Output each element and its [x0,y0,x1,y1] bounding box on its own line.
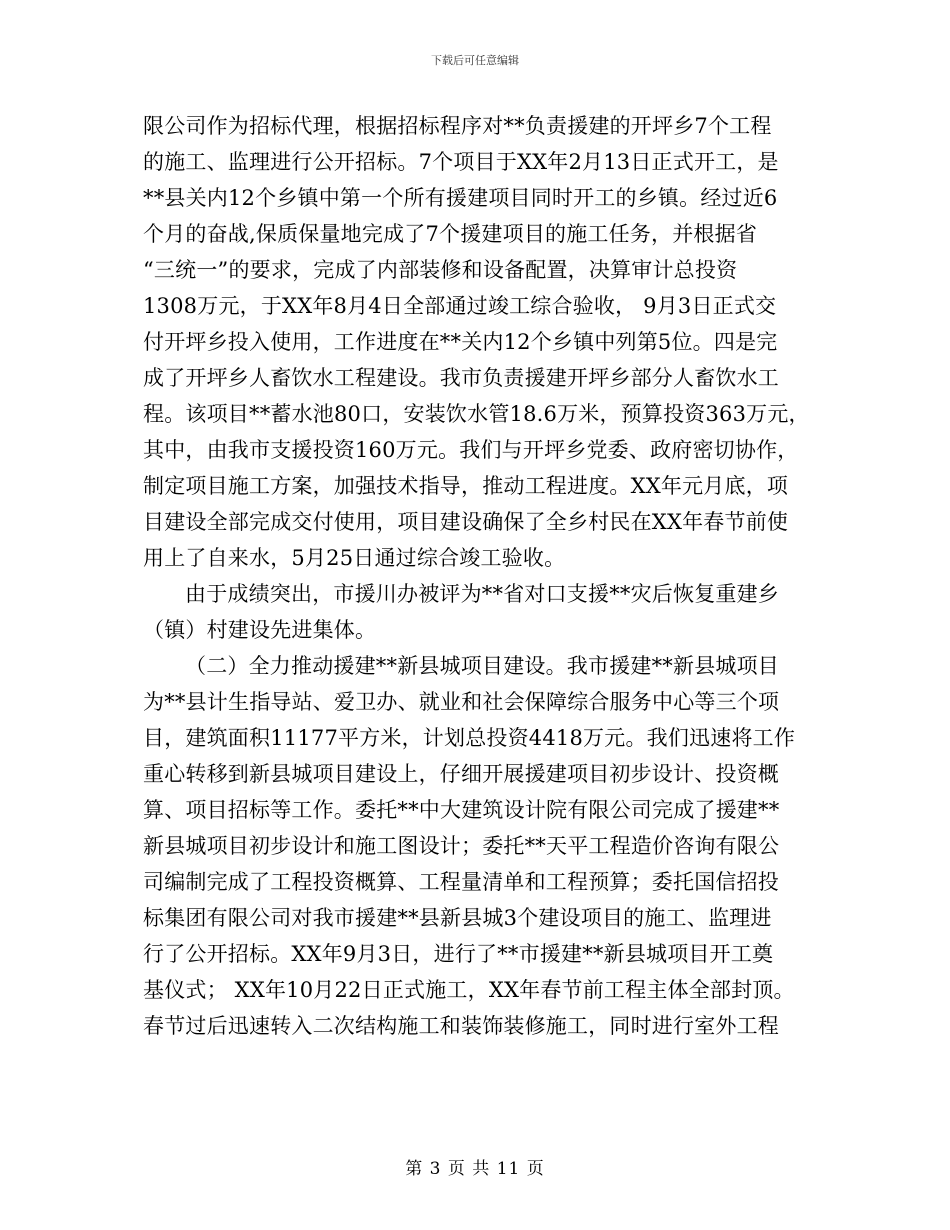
paragraph-first-line: 由于成绩突出，市援川办被评为**省对口支援**灾后恢复重建乡 [185,582,779,606]
text-line: 制定项目施工方案，加强技术指导，推动工程进度。XX年元月底，项 [143,474,789,498]
text-line: 目，建筑面积11177平方米，计划总投资4418万元。我们迅速将工作 [143,726,796,750]
text-line: 付开坪乡投入使用，工作进度在**关内12个乡镇中列第5位。四是完 [143,330,778,354]
text-line: 行了公开招标。XX年9月3日，进行了**市援建**新县城项目开工奠 [143,942,774,966]
text-line: （镇）村建设先进集体。 [143,618,377,642]
text-line: 春节过后迅速转入二次结构施工和装饰装修施工，同时进行室外工程 [143,1014,779,1038]
text-line: “三统一”的要求，完成了内部装修和设备配置，决算审计总投资 [143,258,738,282]
text-line: **县关内12个乡镇中第一个所有援建项目同时开工的乡镇。经过近6 [143,186,778,210]
header-note: 下载后可任意编辑 [431,54,519,67]
text-line: 目建设全部完成交付使用，项目建设确保了全乡村民在XX年春节前使 [143,510,789,534]
text-line: 为**县计生指导站、爱卫办、就业和社会保障综合服务中心等三个项 [143,690,780,714]
text-line: 其中，由我市支援投资160万元。我们与开坪乡党委、政府密切协作， [143,438,799,462]
text-line: 用上了自来水，5月25日通过综合竣工验收。 [143,546,566,570]
text-line: 标集团有限公司对我市援建**县新县城3个建设项目的施工、监理进 [143,906,772,930]
text-line: 新县城项目初步设计和施工图设计；委托**天平工程造价咨询有限公 [143,834,780,858]
section-heading-line: （二）全力推动援建**新县城项目建设。我市援建**新县城项目 [185,654,779,678]
text-line: 程。该项目**蓄水池80口，安装饮水管18.6万米，预算投资363万元， [143,402,810,426]
text-line: 重心转移到新县城项目建设上，仔细开展援建项目初步设计、投资概 [143,762,779,786]
text-line: 司编制完成了工程投资概算、工程量清单和工程预算；委托国信招投 [143,870,779,894]
text-line: 1308万元，于XX年8月4日全部通过竣工综合验收， 9月3日正式交 [143,294,777,318]
text-line: 成了开坪乡人畜饮水工程建设。我市负责援建开坪乡部分人畜饮水工 [143,366,779,390]
text-line: 限公司作为招标代理，根据招标程序对**负责援建的开坪乡7个工程 [143,114,772,138]
text-line: 基仪式； XX年10月22日正式施工，XX年春节前工程主体全部封顶。 [143,978,795,1002]
text-line: 的施工、监理进行公开招标。7个项目于XX年2月13日正式开工，是 [143,150,779,174]
text-line: 个月的奋战,保质保量地完成了7个援建项目的施工任务，并根据省 [143,222,758,246]
text-line: 算、项目招标等工作。委托**中大建筑设计院有限公司完成了援建** [143,798,780,822]
page-number: 第 3 页 共 11 页 [405,1159,545,1179]
